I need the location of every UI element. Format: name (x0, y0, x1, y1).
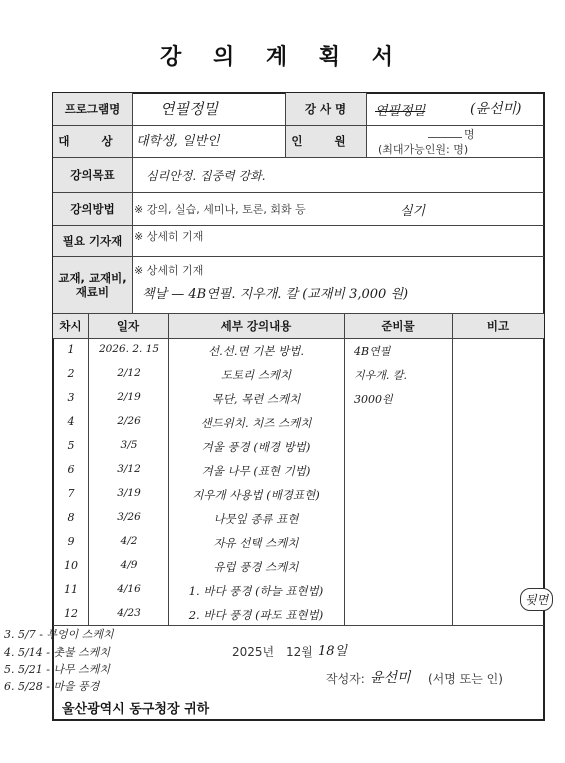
row-content: 겨울 풍경 (배경 방법) (201, 440, 311, 454)
row-content: 유럽 풍경 스케치 (213, 560, 299, 574)
row-number: 1 (67, 343, 75, 356)
materials-print: ※ 상세히 기재 (134, 264, 204, 277)
row-prep: 3000원 (354, 393, 393, 406)
margin-note: 5. 5/21 - 나무 스케치 (4, 663, 111, 676)
row-number: 6 (67, 463, 75, 476)
rule (53, 125, 544, 126)
rule (53, 225, 544, 226)
row-number: 2 (67, 367, 75, 380)
row-content: 선.선.면 기본 방법. (207, 344, 305, 358)
date-month: 12월 (286, 645, 313, 659)
row-number: 7 (67, 487, 75, 500)
row-content: 목단, 목련 스케치 (211, 392, 301, 406)
row-date: 4/16 (117, 583, 141, 595)
capacity-unit: 명 (464, 128, 475, 141)
method-print: ※ 강의, 실습, 세미나, 토론, 회화 등 (134, 203, 306, 216)
rule (452, 313, 453, 625)
back-note: 뒷면 (520, 588, 553, 611)
addressee: 울산광역시 동구청장 귀하 (62, 702, 210, 717)
row-date: 2026. 2. 15 (98, 343, 160, 355)
capacity-note: (최대가능인원: 명) (378, 143, 469, 156)
row-content: 겨울 나무 (표현 기법) (201, 464, 311, 478)
schedule-header-note: 비고 (452, 314, 544, 338)
rule (53, 192, 544, 193)
row-number: 11 (64, 583, 78, 596)
document-title: 강 의 계 획 서 (160, 45, 405, 70)
row-date: 3/19 (117, 487, 141, 499)
row-date: 3/26 (117, 511, 141, 523)
sign-note: (서명 또는 인) (428, 672, 503, 686)
equipment-label: 필요 기자재 (53, 226, 132, 256)
schedule-header-date: 일자 (88, 314, 168, 338)
date-year: 2025년 (232, 645, 275, 659)
schedule-header-no: 차시 (53, 314, 88, 338)
program-value: 연필정밀 (160, 100, 218, 118)
row-number: 4 (67, 415, 75, 428)
row-date: 2/12 (117, 367, 141, 379)
method-value: 실기 (400, 204, 426, 219)
row-date: 4/2 (120, 535, 138, 547)
materials-value: 책날 — 4B연필. 지우개. 칼 (교재비 3,000 원) (142, 287, 409, 302)
row-date: 3/12 (117, 463, 141, 475)
goal-label: 강의목표 (53, 158, 132, 192)
target-value: 대학생, 일반인 (136, 134, 220, 149)
target-label: 대 상 (53, 126, 132, 157)
rule (53, 313, 544, 314)
rule (53, 338, 544, 339)
rule (53, 157, 544, 158)
capacity-blank (428, 137, 462, 138)
rule (53, 256, 544, 257)
rule (285, 93, 286, 157)
row-number: 3 (67, 391, 75, 404)
row-content: 샌드위치. 치즈 스케치 (200, 416, 312, 430)
row-number: 12 (64, 607, 78, 620)
goal-value: 심리안정. 집중력 강화. (146, 169, 266, 183)
margin-note: 6. 5/28 - 마을 풍경 (4, 680, 100, 693)
row-number: 5 (67, 439, 75, 452)
instructor-label: 강 사 명 (285, 93, 366, 125)
margin-note: 3. 5/7 - 부엉이 스케치 (4, 628, 114, 641)
row-content: 지우개 사용법 (배경표현) (192, 488, 320, 502)
row-content: 도토리 스케치 (220, 368, 292, 382)
rule (366, 93, 367, 157)
program-label: 프로그램명 (53, 93, 132, 125)
row-number: 9 (67, 535, 75, 548)
date-day: 18일 (318, 644, 348, 659)
row-content: 1. 바다 풍경 (하늘 표현법) (188, 584, 324, 598)
instructor-value-struck: 연필정밀 (375, 104, 426, 119)
row-date: 2/26 (117, 415, 141, 427)
row-prep: 지우개. 칼. (354, 369, 407, 382)
author-name: 윤선미 (370, 670, 411, 686)
row-date: 4/23 (117, 607, 141, 619)
row-content: 자유 선택 스케치 (213, 536, 299, 550)
author-label: 작성자: (326, 672, 365, 686)
row-date: 4/9 (120, 559, 138, 571)
schedule-header-prep: 준비물 (344, 314, 452, 338)
row-content: 2. 바다 풍경 (파도 표현법) (188, 608, 324, 622)
capacity-label: 인 원 (285, 126, 366, 157)
equipment-print: ※ 상세히 기재 (134, 230, 204, 243)
row-number: 8 (67, 511, 75, 524)
materials-label: 교재, 교재비, 재료비 (53, 257, 132, 313)
row-date: 3/5 (120, 439, 138, 451)
rule (132, 93, 133, 313)
method-label: 강의방법 (53, 193, 132, 225)
row-number: 10 (64, 559, 78, 572)
row-prep: 4B연필 (354, 345, 391, 358)
row-content: 나뭇잎 종류 표현 (213, 512, 299, 526)
schedule-header-content: 세부 강의내용 (168, 314, 344, 338)
row-date: 2/19 (117, 391, 141, 403)
rule (88, 313, 89, 625)
instructor-value: (윤선미) (470, 101, 522, 117)
rule (168, 313, 169, 625)
margin-note: 4. 5/14 - 촛불 스케치 (4, 646, 111, 659)
rule (344, 313, 345, 625)
rule (53, 625, 544, 626)
